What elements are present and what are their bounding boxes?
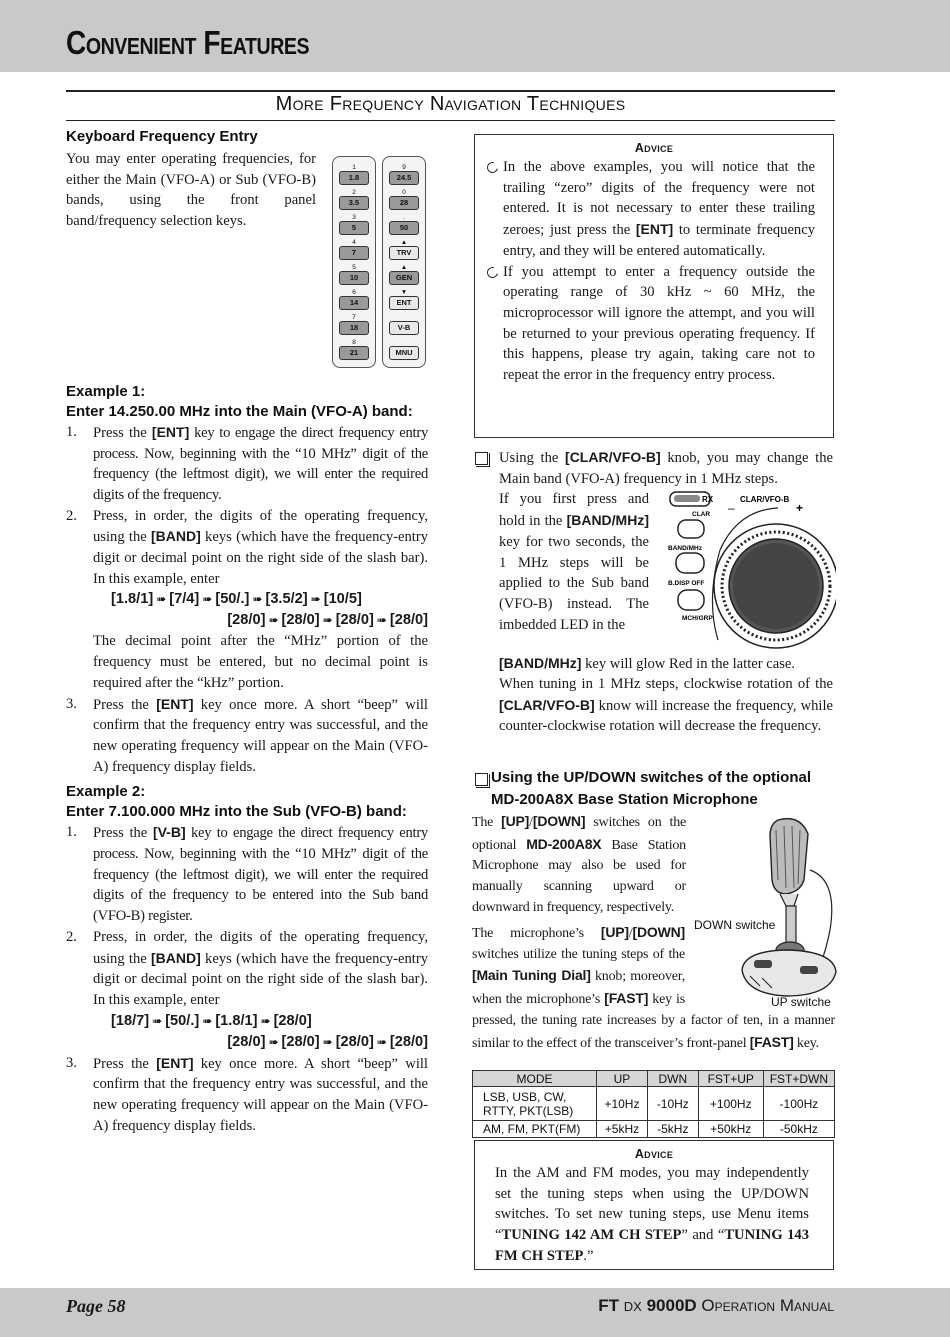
band-key: 21 xyxy=(339,346,369,360)
mic-stem xyxy=(786,906,796,946)
mic-neck xyxy=(780,894,798,906)
minus-label: – xyxy=(728,501,735,515)
example1-sequence-line1 xyxy=(93,589,428,610)
advice-text: If you attempt to enter a frequency outside the operating range of 30 kHz ~ 60 MHz, the microprocessor will ignore the attempt, and you will be returned to your previous operating frequency. If this happens, please try again, taking care not to repeat the error in the frequency entry process. xyxy=(503,263,815,384)
band-key: 50 xyxy=(389,221,419,235)
step-text: Press, in order, the digits of the operating frequency, using the xyxy=(93,507,428,546)
example2-label: Example 2: xyxy=(66,783,146,801)
clar-label: CLAR xyxy=(692,511,711,518)
key-digit: 9 xyxy=(402,164,406,171)
band-mhz-key-ref: [BAND/MHz] xyxy=(566,512,649,529)
function-key: TRV xyxy=(389,246,419,260)
clar-text-2 xyxy=(499,489,649,635)
table-header: FST+DWN xyxy=(763,1071,834,1087)
key-digit: ▲ xyxy=(400,239,408,246)
step-number: 1. xyxy=(66,824,77,841)
seq-key: [28/0] xyxy=(281,612,320,629)
step-number: 1. xyxy=(66,423,77,440)
band-key: 10 xyxy=(339,271,369,285)
key-digit: 4 xyxy=(352,239,356,246)
band-key: 14 xyxy=(339,296,369,310)
example1-step1 xyxy=(66,422,428,506)
mic-text: / xyxy=(529,815,533,830)
ent-key-ref: [ENT] xyxy=(635,221,674,238)
mch-grp-label: MCH/GRP xyxy=(682,615,713,622)
band-key-ref: [BAND] xyxy=(151,949,201,966)
clar-text: If you first press and hold in the xyxy=(499,491,649,530)
seq-key: [28/0] xyxy=(281,1033,320,1050)
example1-step2 xyxy=(66,506,428,694)
ent-key-ref: [ENT] xyxy=(156,695,194,712)
mic-heading-line1: Using the UP/DOWN switches of the optional xyxy=(491,769,812,786)
mic-text: The microphone’s xyxy=(472,926,601,941)
down-key-ref: [DOWN] xyxy=(632,924,685,940)
clar-knob-illustration xyxy=(668,490,836,652)
advice-box-1 xyxy=(474,134,834,438)
table-header: DWN xyxy=(647,1071,698,1087)
checkbox-bullet-icon xyxy=(475,773,488,786)
keyboard-entry-text: You may enter operating frequencies, for either the Main (VFO-A) or Sub (VFO-B) bands, using the front panel band/frequency selection keys. xyxy=(66,151,316,230)
example2-title: Enter 7.100.000 MHz into the Sub (VFO-B) band: xyxy=(66,803,407,821)
table-header: UP xyxy=(597,1071,648,1087)
step-number: 2. xyxy=(66,928,77,945)
keypad-left-column xyxy=(332,156,376,368)
clar-text-4 xyxy=(499,674,833,737)
seq-key: [28/0] xyxy=(389,1033,428,1050)
seq-key: [28/0] xyxy=(389,612,428,629)
advice-bullet-1 xyxy=(479,157,829,262)
seq-key: [18/7] xyxy=(111,1012,150,1029)
mic-text: knob; moreover, when the microphone’s xyxy=(472,969,685,1008)
example2-step3 xyxy=(66,1053,428,1137)
table-cell: AM, FM, PKT(FM) xyxy=(473,1121,597,1138)
arrow-icon: ➠ xyxy=(260,1013,271,1028)
band-key: 24.5 xyxy=(389,171,419,185)
arrow-icon: ➠ xyxy=(202,1013,213,1028)
advice2-text xyxy=(479,1163,829,1267)
down-switch xyxy=(754,960,772,968)
step-text: key to engage the direct frequency entry process. Now, beginning with the “10 MHz” digit of the frequency (the leftmost digit), we will enter the required digits of the frequency. xyxy=(93,424,428,503)
manual-brand: FT xyxy=(598,1296,620,1315)
band-key: 18 xyxy=(339,321,369,335)
advice-box-2 xyxy=(474,1140,834,1270)
key-digit: 0 xyxy=(402,189,406,196)
knob-label: CLAR/VFO-B xyxy=(740,495,790,504)
mic-paragraph-1 xyxy=(472,811,686,919)
clar-text-3 xyxy=(499,653,833,675)
clar-text: Using the xyxy=(499,450,566,466)
mic-text: key. xyxy=(793,1035,819,1051)
function-key: V-B xyxy=(389,321,419,335)
rx-button-led xyxy=(674,495,700,502)
example1-sequence-line2 xyxy=(93,610,428,631)
table-row xyxy=(473,1121,835,1138)
manual-title xyxy=(598,1296,834,1316)
example2-step1 xyxy=(66,822,428,927)
key-digit: ▲ xyxy=(400,264,408,271)
keyboard-entry-heading: Keyboard Frequency Entry xyxy=(66,128,258,145)
step-text: Press the xyxy=(93,424,152,441)
table-cell: -100Hz xyxy=(763,1087,834,1121)
band-key: 1.8 xyxy=(339,171,369,185)
up-switch-label: UP switche xyxy=(771,995,831,1009)
clar-text-1 xyxy=(499,447,833,489)
key-digit: . xyxy=(403,214,405,221)
key-digit: ▼ xyxy=(400,289,408,296)
mic-heading-line2: MD-200A8X Base Station Microphone xyxy=(491,791,758,808)
bullet-ring-icon xyxy=(485,160,500,175)
mic-model: MD-200A8X xyxy=(526,835,602,852)
table-cell: +50kHz xyxy=(698,1121,763,1138)
seq-key: [28/0] xyxy=(335,1033,374,1050)
advice-text: .” xyxy=(583,1247,594,1264)
clar-button xyxy=(678,520,704,538)
clar-text: know will increase the frequency, while counter-clockwise rotation will decrease the frequency. xyxy=(499,697,833,735)
band-key: 7 xyxy=(339,246,369,260)
step-text: keys (which have the frequency-entry digit or decimal point on the right side of the slash bar). In this example, enter xyxy=(93,529,428,587)
clar-text: When tuning in 1 MHz steps, clockwise rotation of the xyxy=(499,676,833,692)
ent-key-ref: [ENT] xyxy=(156,1054,194,1071)
up-key-ref: [UP] xyxy=(501,813,530,829)
band-key: 5 xyxy=(339,221,369,235)
step-text: key to engage the direct frequency entry process. Now, beginning with the “10 MHz” digit of the frequency (the leftmost digit), we will enter the required digits of the frequency to be entered into the Sub band (VFO-B) register. xyxy=(93,825,428,925)
step-text: key once more. A short “beep” will confirm that the frequency entry was successful, and the new operating frequency will appear on the Main (VFO-A) frequency display fields. xyxy=(93,1055,428,1134)
table-cell: LSB, USB, CW, RTTY, PKT(LSB) xyxy=(473,1087,597,1121)
key-digit: 3 xyxy=(352,214,356,221)
fast-key-ref: [FAST] xyxy=(604,990,649,1007)
seq-key: [7/4] xyxy=(169,591,200,608)
section-rule-bottom xyxy=(66,120,835,121)
clar-key-ref: [CLAR/VFO-B] xyxy=(499,696,595,713)
table-cell: -50kHz xyxy=(763,1121,834,1138)
step-number: 2. xyxy=(66,507,77,524)
band-key: 28 xyxy=(389,196,419,210)
clar-key-ref: [CLAR/VFO-B] xyxy=(565,449,661,465)
example1-label: Example 1: xyxy=(66,382,146,400)
mic-text: switches utilize the tuning steps of the xyxy=(472,946,685,962)
ent-key-ref: [ENT] xyxy=(151,423,190,440)
step-text: key once more. A short “beep” will confirm that the frequency entry was successful, and the new operating frequency will appear on the Main (VFO-A) frequency display fields. xyxy=(93,696,428,775)
mic-text: Base Station Microphone may also be used for manually scanning upward or downward in frequency, respectively. xyxy=(472,837,686,915)
band-mhz-key-ref: [BAND/MHz] xyxy=(499,655,582,671)
advice-title: Advice xyxy=(634,1147,674,1161)
bdisp-label: B.DISP OFF xyxy=(668,580,705,587)
step-text: Press the xyxy=(93,825,153,842)
example1-title: Enter 14.250.00 MHz into the Main (VFO-A) band: xyxy=(66,402,413,420)
table-row xyxy=(473,1087,835,1121)
vb-key-ref: [V-B] xyxy=(152,824,186,841)
table-header-row xyxy=(473,1071,835,1087)
arrow-icon: ➠ xyxy=(152,1013,163,1028)
manual-brand-dx: DX xyxy=(623,1299,642,1314)
seq-key: [28/0] xyxy=(227,1033,266,1050)
seq-key: [28/0] xyxy=(273,1012,312,1029)
clar-text: knob, you may change the Main band (VFO-A) frequency in 1 MHz steps. xyxy=(499,450,834,487)
arrow-icon: ➠ xyxy=(202,592,213,607)
table-cell: -5kHz xyxy=(647,1121,698,1138)
advice-bullet-2 xyxy=(479,262,829,386)
step-number: 3. xyxy=(66,1054,77,1071)
manual-model: 9000D xyxy=(646,1296,697,1315)
function-key: ENT xyxy=(389,296,419,310)
mic-base xyxy=(742,950,836,996)
seq-key: [28/0] xyxy=(335,612,374,629)
key-digit: 7 xyxy=(352,314,356,321)
table-cell: +100Hz xyxy=(698,1087,763,1121)
key-digit: 6 xyxy=(352,289,356,296)
seq-key: [1.8/1] xyxy=(111,591,154,608)
example2-sequence-line2 xyxy=(93,1032,428,1053)
step-text: keys (which have the frequency-entry digit or decimal point on the right side of the slash bar). In this example, enter xyxy=(93,950,428,1008)
key-digit: 8 xyxy=(352,339,356,346)
arrow-icon: ➠ xyxy=(156,592,167,607)
decimal-note: The decimal point after the “MHz” portion of the frequency must be entered, but no decimal point is required after the “kHz” portion. xyxy=(93,633,428,691)
clar-text: key for two seconds, the 1 MHz steps will be applied to the Sub band (VFO-B) instead. The imbedded LED in the xyxy=(499,533,649,633)
arrow-icon: ➠ xyxy=(376,1034,387,1049)
up-key-ref: [UP] xyxy=(600,924,629,940)
mic-text: switches on the optional xyxy=(472,815,687,853)
step-text: Press, in order, the digits of the operating frequency, using the xyxy=(93,928,428,967)
band-keypad-illustration xyxy=(332,156,428,368)
microphone-illustration xyxy=(690,810,838,1010)
arrow-icon: ➠ xyxy=(376,613,387,628)
chapter-title: Convenient Features xyxy=(66,24,310,61)
mic-text: key is pressed, the tuning rate increases by a factor of ten, in a manner similar to the effect of the transceiver’s front-panel xyxy=(472,992,835,1051)
advice-text: In the AM and FM modes, you may independently set the tuning steps when using the UP/DOWN switches. To set new tuning steps, use Menu items “ xyxy=(495,1165,809,1244)
example1-step3 xyxy=(66,694,428,778)
page-number: Page 58 xyxy=(66,1296,126,1316)
table-cell: -10Hz xyxy=(647,1087,698,1121)
manual-subtitle: Operation Manual xyxy=(701,1296,834,1315)
table-cell: +10Hz xyxy=(597,1087,648,1121)
function-key: MNU xyxy=(389,346,419,360)
seq-key: [50/.] xyxy=(165,1012,200,1029)
seq-key: [50/.] xyxy=(215,591,250,608)
mic-text: The xyxy=(472,815,502,830)
main-dial-ref: [Main Tuning Dial] xyxy=(472,967,591,984)
plus-label: + xyxy=(796,501,804,515)
table-header: FST+UP xyxy=(698,1071,763,1087)
band-key: 3.5 xyxy=(339,196,369,210)
arrow-icon: ➠ xyxy=(310,592,321,607)
menu-item-ref: TUNING 143 FM CH STEP xyxy=(495,1227,810,1264)
step-text: Press the xyxy=(93,1055,157,1072)
section-title: More Frequency Navigation Techniques xyxy=(275,93,626,115)
example1-steps xyxy=(66,422,428,778)
example2-sequence-line1 xyxy=(93,1011,428,1032)
menu-item-ref: TUNING 142 AM CH STEP xyxy=(501,1227,682,1244)
advice-text: to terminate frequency entry, and they will be entered automatically. xyxy=(503,222,815,259)
function-key: GEN xyxy=(389,271,419,285)
seq-key: [3.5/2] xyxy=(265,591,308,608)
table-cell: +5kHz xyxy=(597,1121,648,1138)
up-switch xyxy=(800,966,818,974)
seq-key: [10/5] xyxy=(323,591,362,608)
bullet-ring-icon xyxy=(485,265,500,280)
example2-steps xyxy=(66,822,428,1136)
checkbox-bullet-icon xyxy=(475,452,488,465)
band-key-ref: [BAND] xyxy=(151,528,201,545)
arrow-icon: ➠ xyxy=(252,592,263,607)
table-header: MODE xyxy=(473,1071,597,1087)
clar-text: key will glow Red in the latter case. xyxy=(581,656,796,672)
key-digit: 5 xyxy=(352,264,356,271)
section-rule-top xyxy=(66,90,835,92)
down-key-ref: [DOWN] xyxy=(532,813,586,829)
tuning-step-table xyxy=(472,1070,835,1138)
mic-head xyxy=(770,819,808,894)
advice-text: In the above examples, you will notice that the trailing “zero” digits of the frequency were not entered. It is not necessary to enter these trailing zeroes; just press the xyxy=(503,159,815,239)
example2-step2 xyxy=(66,927,428,1053)
seq-key: [28/0] xyxy=(227,612,266,629)
rx-label: RX xyxy=(702,495,714,504)
mic-text: / xyxy=(628,926,633,941)
step-text: Press the xyxy=(93,696,157,713)
fast-key-ref: [FAST] xyxy=(749,1033,794,1050)
bdisp-button xyxy=(678,590,704,610)
arrow-icon: ➠ xyxy=(268,613,279,628)
arrow-icon: ➠ xyxy=(268,1034,279,1049)
advice-title: Advice xyxy=(634,141,674,155)
down-switch-label: DOWN switche xyxy=(694,918,776,932)
keypad-right-column xyxy=(382,156,426,368)
arrow-icon: ➠ xyxy=(322,1034,333,1049)
step-number: 3. xyxy=(66,695,77,712)
band-mhz-label: BAND/MHz xyxy=(668,545,702,552)
advice-text: ” and “ xyxy=(681,1227,725,1244)
knob-center xyxy=(733,543,819,629)
band-mhz-button xyxy=(676,553,704,573)
arrow-icon: ➠ xyxy=(322,613,333,628)
key-digit: 1 xyxy=(352,164,356,171)
seq-key: [1.8/1] xyxy=(215,1012,258,1029)
key-digit: 2 xyxy=(352,189,356,196)
